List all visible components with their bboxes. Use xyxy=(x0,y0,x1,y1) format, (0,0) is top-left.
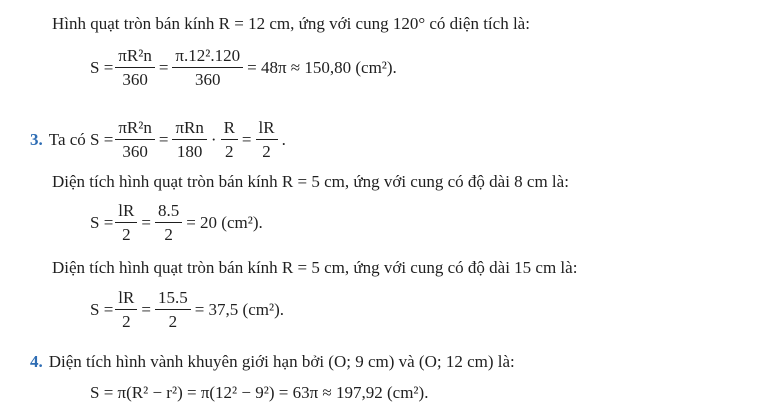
formula-3-result: = 37,5 (cm²). xyxy=(194,300,284,319)
equals-sign: = xyxy=(158,58,169,77)
equals-sign: = xyxy=(158,130,169,149)
numerator: π.12².120 xyxy=(172,46,243,68)
fraction xyxy=(115,46,155,90)
numerator: 15.5 xyxy=(155,288,191,310)
fraction xyxy=(115,118,155,162)
formula-2-lhs: S = xyxy=(90,213,114,232)
item-3-intro: Ta có S = xyxy=(48,130,114,149)
numerator: lR xyxy=(115,288,137,310)
formula-4: S = π(R² − r²) = π(12² − 9²) = 63π ≈ 197,92 (cm²). xyxy=(90,383,429,402)
formula-1-result: = 48π ≈ 150,80 (cm²). xyxy=(247,58,397,77)
equals-sign: = xyxy=(241,130,252,149)
denominator: 180 xyxy=(176,142,203,161)
fraction xyxy=(172,46,243,90)
numerator: πR²n xyxy=(115,46,155,68)
numerator: lR xyxy=(115,201,137,223)
item-3-number: 3. xyxy=(30,130,43,149)
fraction xyxy=(256,118,278,162)
multiply-dot: · xyxy=(210,130,217,149)
period: . xyxy=(281,130,286,149)
denominator: 2 xyxy=(168,312,178,331)
formula-2 xyxy=(90,201,265,245)
item-4-number: 4. xyxy=(30,352,43,371)
denominator: 360 xyxy=(122,142,148,161)
denominator: 2 xyxy=(262,142,271,161)
denominator: 2 xyxy=(224,142,234,161)
numerator: 8.5 xyxy=(155,201,182,223)
numerator: πRn xyxy=(172,118,206,140)
formula-2-result: = 20 (cm²). xyxy=(186,213,263,232)
intro-text: Hình quạt tròn bán kính R = 12 cm, ứng với cung 120° có diện tích là: xyxy=(52,14,530,33)
formula-1-lhs: S = xyxy=(90,58,114,77)
fraction xyxy=(115,288,137,332)
equals-sign: = xyxy=(141,300,151,319)
formula-3 xyxy=(90,288,286,332)
equals-sign: = xyxy=(141,213,151,232)
fraction xyxy=(115,201,137,245)
item-3 xyxy=(30,118,288,162)
denominator: 2 xyxy=(164,225,173,244)
item-3-line-2: Diện tích hình quạt tròn bán kính R = 5 cm, ứng với cung có độ dài 8 cm là: xyxy=(52,172,569,191)
denominator: 2 xyxy=(122,225,131,244)
denominator: 2 xyxy=(122,312,131,331)
numerator: lR xyxy=(256,118,278,140)
numerator: R xyxy=(221,118,238,140)
formula-1 xyxy=(90,46,399,90)
denominator: 360 xyxy=(122,70,148,89)
denominator: 360 xyxy=(195,70,221,89)
fraction xyxy=(172,118,206,162)
fraction xyxy=(155,201,182,245)
formula-3-lhs: S = xyxy=(90,300,114,319)
numerator: πR²n xyxy=(115,118,155,140)
item-3-line-3: Diện tích hình quạt tròn bán kính R = 5 cm, ứng với cung có độ dài 15 cm là: xyxy=(52,258,578,277)
fraction xyxy=(221,118,238,162)
item-4-text: Diện tích hình vành khuyên giới hạn bởi (O; 9 cm) và (O; 12 cm) là: xyxy=(48,352,515,371)
fraction xyxy=(155,288,191,332)
item-4 xyxy=(30,352,515,372)
